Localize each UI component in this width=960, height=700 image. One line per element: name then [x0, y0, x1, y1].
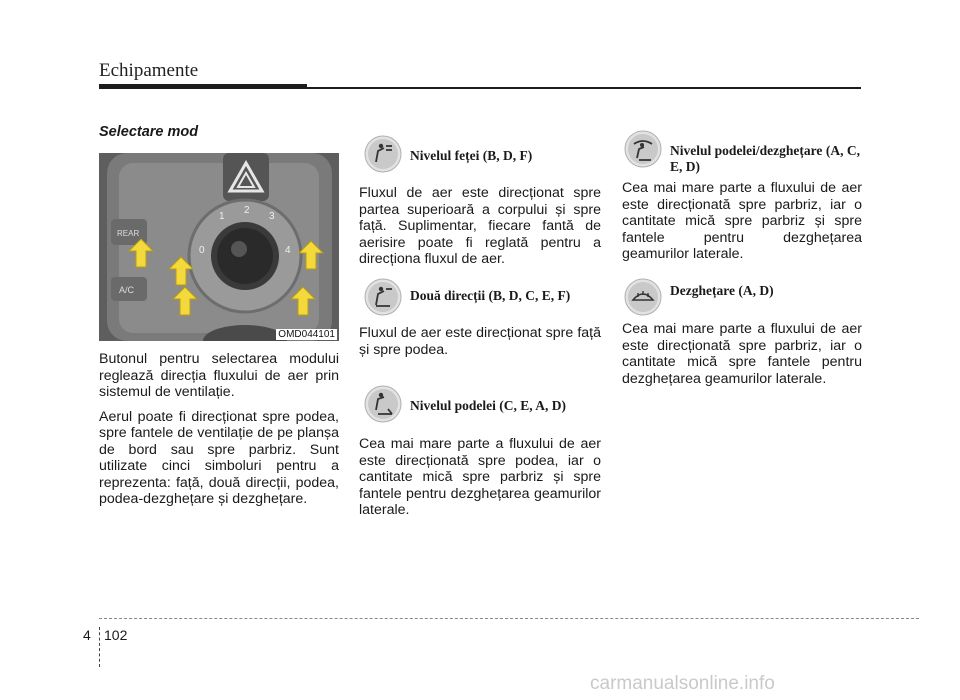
mode-text-defrost: Cea mai mare parte a fluxului de aer este direcționată spre parbriz, iar o cantitate mică spre fantele pentru dezghețarea geamurilor laterale. — [622, 321, 862, 387]
face-level-icon — [364, 135, 402, 173]
section-title: Selectare mod — [99, 124, 199, 140]
mode-heading-floor-defrost: Nivelul podelei/dezghețare (A, C, E, D) — [670, 143, 860, 174]
svg-text:0: 0 — [199, 245, 205, 256]
floor-level-icon — [364, 385, 402, 423]
description-paragraph: Aerul poate fi direcționat spre podea, spre fantele de ventilație de pe planșa de bord sau spre parbriz. Sunt utilizate cinci simboluri pentru a reprezenta: față, două direcții, podea, podea-dezghețare și dezghețare. — [99, 408, 339, 507]
page-number: 102 — [104, 627, 128, 643]
svg-text:4: 4 — [285, 245, 291, 256]
defrost-icon — [624, 278, 662, 316]
mode-heading-floor: Nivelul podelei (C, E, A, D) — [410, 398, 567, 413]
page-header-title: Echipamente — [99, 60, 199, 81]
mode-heading-bilevel: Două direcții (B, D, C, E, F) — [410, 288, 571, 303]
footer-dashed-divider — [99, 627, 100, 667]
left-text-block — [99, 351, 339, 508]
svg-text:REAR: REAR — [117, 229, 140, 238]
header-rule — [99, 87, 861, 89]
bi-level-icon — [364, 278, 402, 316]
mode-text-bilevel: Fluxul de aer este direcționat spre față și spre podea. — [359, 325, 601, 358]
footer-dashed-rule — [99, 618, 919, 619]
figure-code-label: OMD044101 — [278, 329, 335, 340]
svg-text:2: 2 — [244, 205, 250, 216]
chapter-number: 4 — [83, 627, 91, 643]
watermark-text: carmanualsonline.info — [590, 673, 775, 694]
mode-text-face: Fluxul de aer este direcționat spre partea superioară a corpului și spre față. Suplimentar, fiecare fantă de aerisire poate fi reglată pentru a direcționa fluxul de aer. — [359, 185, 601, 267]
svg-text:3: 3 — [269, 211, 275, 222]
svg-text:A/C: A/C — [119, 285, 135, 295]
svg-text:1: 1 — [219, 211, 225, 222]
floor-defrost-icon — [624, 130, 662, 168]
mode-text-floor: Cea mai mare parte a fluxului de aer este direcționată spre podea, iar o cantitate mică spre parbriz și spre fantele pentru dezghețarea geamurilor laterale. — [359, 436, 601, 518]
mode-heading-face: Nivelul feței (B, D, F) — [410, 148, 533, 163]
hvac-panel-figure — [99, 153, 339, 341]
mode-heading-defrost: Dezghețare (A, D) — [670, 283, 774, 298]
intro-paragraph: Butonul pentru selectarea modului reglează direcția fluxului de aer prin sistemul de ventilație. — [99, 351, 339, 400]
mode-text-floor-defrost: Cea mai mare parte a fluxului de aer este direcționată spre parbriz, iar o cantitate mică spre parbriz și spre fantele pentru dezghețarea geamurilor laterale. — [622, 180, 862, 262]
hvac-panel-illustration — [99, 153, 339, 341]
